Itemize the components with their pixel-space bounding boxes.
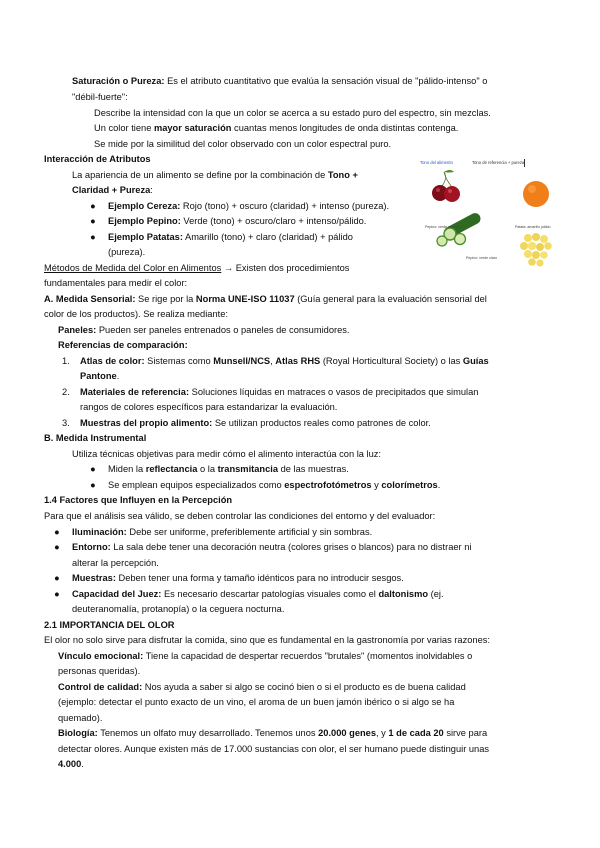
interaccion-intro: La apariencia de un alimento se define por la combinación de Tono + <box>72 170 358 180</box>
olor-biologia: Biología: Tenemos un olfato muy desarrollado. Tenemos unos 20.000 genes, y 1 de cada 20 sirve para <box>58 728 488 738</box>
figure-title-right: Tono de referencia + pureza <box>472 160 525 165</box>
olor-control: Control de calidad: Nos ayuda a saber si algo se cocinó bien o si el producto es de buena calidad <box>58 682 466 692</box>
saturacion-definition-cont: "débil-fuerte": <box>72 92 128 102</box>
saturacion-point-3: Se mide por la similitud del color observado con un color espectral puro. <box>94 139 392 149</box>
sensorial-intro: A. Medida Sensorial: Se rige por la Norma UNE-ISO 11037 (Guía general para la evaluación sensorial del <box>44 294 487 304</box>
olor-vinculo-cont: personas queridas). <box>58 666 141 676</box>
orange-icon <box>523 181 549 207</box>
olor-vinculo: Vínculo emocional: Tiene la capacidad de despertar recuerdos "brutales" (momentos inolvidables o <box>58 651 473 661</box>
saturacion-term: Saturación o Pureza: <box>72 76 165 86</box>
saturacion-definition: Saturación o Pureza: Es el atributo cuantitativo que evalúa la sensación visual de "pálido-intenso" o <box>72 76 488 86</box>
olor-biologia-cont-2: 4.000. <box>58 759 84 769</box>
example-cereza: ● Ejemplo Cereza: Rojo (tono) + oscuro (claridad) + intenso (pureza). <box>90 199 389 215</box>
bullet-icon: ● <box>54 527 60 537</box>
bullet-icon: ● <box>90 480 96 490</box>
olor-biologia-cont: detectar olores. Aunque existen más de 17.000 sustancias con olor, el ser humano puede distinguir unas <box>58 744 490 754</box>
figure-title-left: Tono del alimento <box>420 160 453 165</box>
bullet-icon: ● <box>54 573 60 583</box>
instrumental-text: Utiliza técnicas objetivas para medir cómo el alimento interactúa con la luz: <box>72 449 382 459</box>
color-examples-figure <box>420 160 552 274</box>
instrumental-heading: B. Medida Instrumental <box>44 433 147 443</box>
factor-entorno: ● Entorno: La sala debe tener una decoración neutra (colores grises o blancos) para no distraer ni <box>54 540 471 556</box>
cherry-icon <box>432 170 460 202</box>
referencia-item-3: 3. Muestras del propio alimento: Se utilizan productos reales como patrones de color. <box>62 418 431 428</box>
bullet-icon: ● <box>54 542 60 552</box>
figure-label-cucumber-2: Pepino: verde claro <box>466 256 497 260</box>
metodos-heading: Métodos de Medida del Color en Alimentos → Existen dos procedimientos <box>44 263 350 273</box>
olor-control-cont-2: quemado). <box>58 713 103 723</box>
bullet-icon: ● <box>54 589 60 599</box>
sensorial-referencias: Referencias de comparación: <box>58 340 188 350</box>
factor-muestras: ● Muestras: Deben tener una forma y tamaño idénticos para no introducir sesgos. <box>54 571 404 587</box>
instrumental-bullet-2: ● Se emplean equipos especializados como espectrofotómetros y colorímetros. <box>90 478 440 494</box>
referencia-item-1-cont: Pantone. <box>80 371 120 381</box>
factor-capacidad: ● Capacidad del Juez: Es necesario descartar patologías visuales como el daltonismo (ej. <box>54 587 444 603</box>
instrumental-bullet-1: ● Miden la reflectancia o la transmitancia de las muestras. <box>90 462 349 478</box>
metodos-heading-cont: fundamentales para medir el color: <box>44 278 188 288</box>
sensorial-paneles: Paneles: Pueden ser paneles entrenados o paneles de consumidores. <box>58 325 350 335</box>
saturacion-point-1: Describe la intensidad con la que un color se acerca a su estado puro del espectro, sin mezclas. <box>94 108 491 118</box>
bullet-icon: ● <box>90 201 96 211</box>
referencia-item-2: 2. Materiales de referencia: Soluciones líquidas en matraces o vasos de precipitados que simulan <box>62 387 479 397</box>
bullet-icon: ● <box>90 216 96 226</box>
figure-label-cucumber: Pepino: verde oscuro <box>425 225 459 229</box>
example-pepino: ● Ejemplo Pepino: Verde (tono) + oscuro/claro + intenso/pálido. <box>90 214 366 230</box>
interaccion-intro-cont: Claridad + Pureza: <box>72 185 153 195</box>
factores-intro: Para que el análisis sea válido, se deben controlar las condiciones del entorno y del evaluador: <box>44 511 436 521</box>
bullet-icon: ● <box>90 464 96 474</box>
sensorial-intro-cont: color de los productos). Se realiza mediante: <box>44 309 228 319</box>
bullet-icon: ● <box>90 232 96 242</box>
figure-label-potato: Patata: amarillo pálido <box>515 225 551 229</box>
factor-entorno-cont: alterar la percepción. <box>72 558 159 568</box>
potato-icon <box>520 233 552 267</box>
factores-heading: 1.4 Factores que Influyen en la Percepción <box>44 495 233 505</box>
olor-intro: El olor no solo sirve para disfrutar la comida, sino que es fundamental en la gastronomía por varias razones: <box>44 635 490 645</box>
referencia-item-1: 1. Atlas de color: Sistemas como Munsell/NCS, Atlas RHS (Royal Horticultural Society) o las Guías <box>62 356 489 366</box>
saturacion-point-2: Un color tiene mayor saturación cuantas menos longitudes de onda distintas contenga. <box>94 123 459 133</box>
factor-iluminacion: ● Iluminación: Debe ser uniforme, preferiblemente artificial y sin sombras. <box>54 525 372 541</box>
olor-heading: 2.1 IMPORTANCIA DEL OLOR <box>44 620 175 630</box>
referencia-item-2-cont: rangos de colores específicos para estandarizar la evaluación. <box>80 402 338 412</box>
interaccion-heading: Interacción de Atributos <box>44 154 151 164</box>
example-patatas: ● Ejemplo Patatas: Amarillo (tono) + claro (claridad) + pálido <box>90 230 353 246</box>
olor-control-cont: (ejemplo: detectar el punto exacto de un vino, el aroma de un buen jamón ibérico o si algo se ha <box>58 697 455 707</box>
example-patatas-cont: (pureza). <box>108 247 146 257</box>
factor-capacidad-cont: deuteranomalía, protanopía) o la ceguera nocturna. <box>72 604 285 614</box>
